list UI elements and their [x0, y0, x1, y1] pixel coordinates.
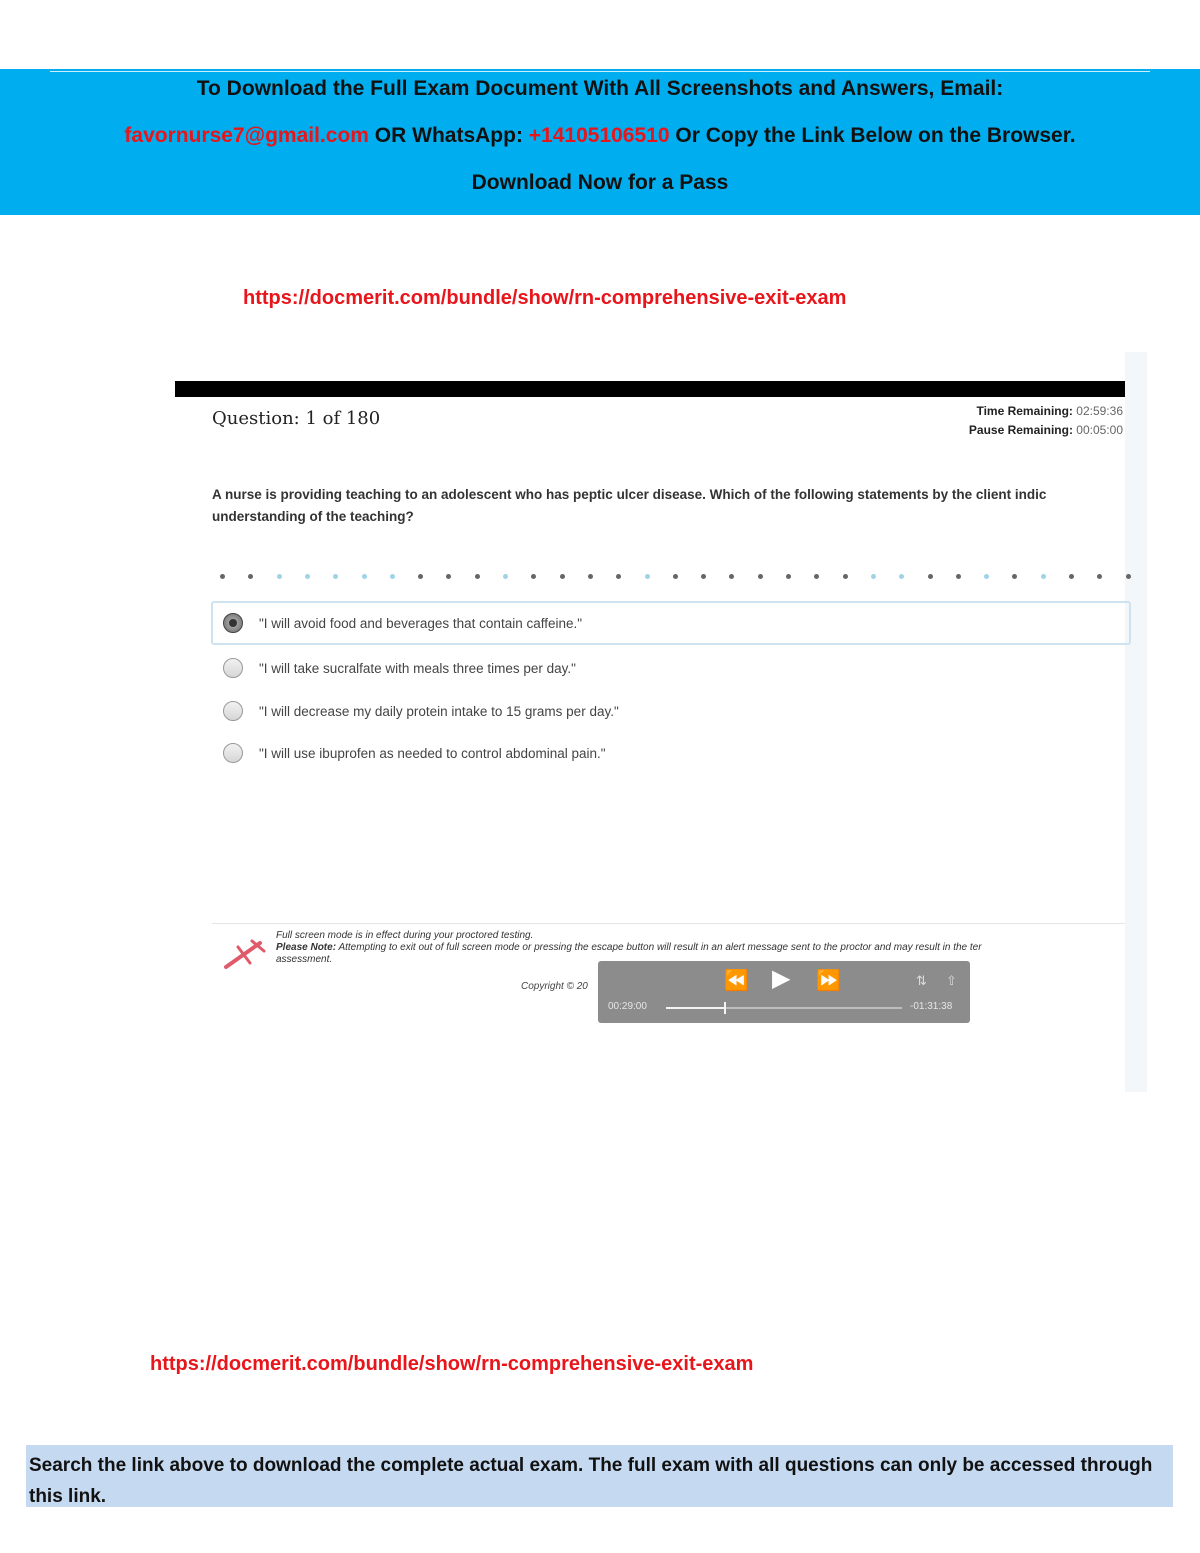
question-nav-dot	[673, 574, 678, 579]
question-nav-dot	[843, 574, 848, 579]
notice-line-3: assessment.	[276, 954, 333, 965]
video-player-overlay	[598, 961, 970, 1023]
question-nav-dot	[1069, 574, 1074, 579]
question-text	[212, 484, 1142, 528]
copy-link-text: Or Copy the Link Below on the Browser.	[669, 124, 1076, 147]
question-nav-dot	[446, 574, 451, 579]
question-nav-dot	[588, 574, 593, 579]
question-nav-dot	[729, 574, 734, 579]
download-link-top[interactable]: https://docmerit.com/bundle/show/rn-comprehensive-exit-exam	[243, 287, 847, 309]
screenshot-edge	[1125, 352, 1147, 1092]
question-nav-dot	[786, 574, 791, 579]
answer-option-label: "I will decrease my daily protein intake to 15 grams per day."	[259, 703, 619, 719]
question-nav-dot	[928, 574, 933, 579]
or-whatsapp-text: OR WhatsApp:	[368, 124, 529, 147]
whatsapp-number[interactable]: +14105106510	[528, 124, 670, 147]
question-nav-dot	[984, 574, 989, 579]
banner-divider	[50, 71, 1150, 72]
footer-callout	[26, 1445, 1173, 1507]
share-icon[interactable]: ⇧	[946, 973, 957, 988]
answer-option-label: "I will use ibuprofen as needed to control abdominal pain."	[259, 745, 606, 761]
question-nav-dot	[560, 574, 565, 579]
answer-option-label: "I will take sucralfate with meals three times per day."	[259, 660, 576, 676]
question-counter: Question: 1 of 180	[212, 408, 381, 429]
fast-forward-icon[interactable]: ⏩	[816, 970, 841, 992]
banner-line-1: To Download the Full Exam Document With All Screenshots and Answers, Email:	[196, 77, 1004, 100]
question-nav-dot	[277, 574, 282, 579]
radio-icon[interactable]	[223, 701, 243, 721]
radio-selected-icon[interactable]	[223, 613, 243, 633]
question-nav-dot	[333, 574, 338, 579]
pause-remaining: Pause Remaining: 00:05:00	[968, 423, 1123, 437]
question-nav-dot	[1126, 574, 1131, 579]
question-nav-dot	[701, 574, 706, 579]
question-nav-dot	[475, 574, 480, 579]
question-nav-dot	[758, 574, 763, 579]
exam-screenshot	[175, 352, 1147, 1092]
question-nav-dot	[814, 574, 819, 579]
pen-icon	[222, 937, 266, 971]
question-nav-dot	[1012, 574, 1017, 579]
exam-top-bar	[175, 381, 1125, 397]
question-nav-dot	[871, 574, 876, 579]
answer-option-3[interactable]	[223, 698, 619, 724]
download-link-bottom[interactable]: https://docmerit.com/bundle/show/rn-comprehensive-exit-exam	[150, 1353, 754, 1375]
radio-icon[interactable]	[223, 658, 243, 678]
notice-line-1: Full screen mode is in effect during your proctored testing.	[276, 930, 534, 941]
question-text-line-2: understanding of the teaching?	[212, 509, 414, 524]
question-nav-dot	[305, 574, 310, 579]
question-nav-dot	[220, 574, 225, 579]
footer-text: Search the link above to download the complete actual exam. The full exam with all questions can only be accessed through this link.	[29, 1455, 1153, 1507]
playback-progress	[666, 1007, 725, 1009]
contact-email[interactable]: favornurse7@gmail.com	[124, 124, 369, 147]
answer-option-2[interactable]	[223, 655, 576, 681]
notice-line-2: Please Note: Attempting to exit out of full screen mode or pressing the escape button will result in an alert message sent to the proctor and may result in the ter	[276, 942, 982, 953]
question-nav-dot	[616, 574, 621, 579]
question-nav-dot	[1097, 574, 1102, 579]
play-icon[interactable]: ▶	[772, 965, 791, 992]
banner-line-2	[0, 124, 1200, 148]
header-banner	[0, 69, 1200, 215]
answer-option-1[interactable]	[223, 610, 582, 636]
airplay-icon[interactable]: ⇅	[916, 973, 927, 988]
answer-option-4[interactable]	[223, 740, 606, 766]
question-nav-dot	[645, 574, 650, 579]
banner-line-3: Download Now for a Pass	[471, 171, 729, 194]
scrubber-handle[interactable]	[724, 1002, 726, 1014]
question-nav-dot	[362, 574, 367, 579]
question-nav-dot	[418, 574, 423, 579]
elapsed-time: 00:29:00	[608, 1001, 647, 1012]
remaining-time: -01:31:38	[910, 1001, 953, 1012]
playback-scrubber[interactable]	[666, 1007, 902, 1009]
question-text-line-1: A nurse is providing teaching to an adolescent who has peptic ulcer disease. Which of the following statements by the client indic	[212, 487, 1047, 502]
copyright-text: Copyright © 20	[521, 981, 588, 992]
question-nav-dot	[1041, 574, 1046, 579]
question-nav-dot	[503, 574, 508, 579]
question-nav-dot	[956, 574, 961, 579]
progress-dots	[220, 574, 1125, 582]
footer-divider	[212, 923, 1125, 924]
question-nav-dot	[531, 574, 536, 579]
question-nav-dot	[899, 574, 904, 579]
question-nav-dot	[248, 574, 253, 579]
radio-icon[interactable]	[223, 743, 243, 763]
answer-option-label: "I will avoid food and beverages that contain caffeine."	[259, 615, 583, 631]
timers	[969, 402, 1123, 440]
rewind-icon[interactable]: ⏪	[724, 970, 749, 992]
time-remaining: Time Remaining: 02:59:36	[976, 404, 1123, 418]
question-nav-dot	[390, 574, 395, 579]
